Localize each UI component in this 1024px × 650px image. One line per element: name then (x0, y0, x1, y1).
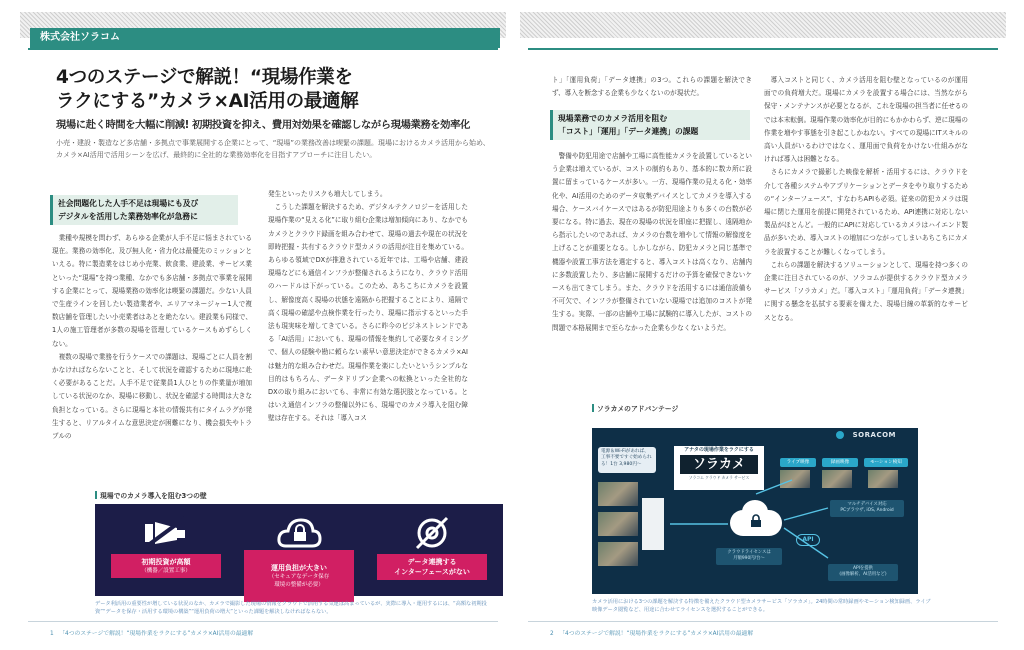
advantage-caption: カメラ活用における3つの課題を解決する特徴を備えたクラウド型カメラサービス「ソラカメ」。24時間の常時録画やモーション検知録画、ライブ映像データ閲覧など、用途に合わせてライセンスを選択することができる。 (592, 599, 931, 613)
wall-sub-1: （機器／設置工事） (141, 568, 191, 574)
footer-title-2: 「4つのステージで解説！“現場作業をラクにする”カメラ×AI活用の最適解 (559, 631, 754, 637)
p1-c2-para-2: こうした課題を解決するため、デジタルテクノロジーを活用した現場作業の“見える化”に取り組む企業は増加傾向にあり、なかでもカメラとクラウド録画を組み合わせて、現場の過去や現在の状況を即時把握・共有するクラウド型カメラの活用が注目を集めている。あらゆる領域でDXが推進されている近年では、工場や店舗、建設現場などにも通信インフラが整備されるようになり、クラウド活用のハードルは下がっている。このため、あちこちにカメラを設置し、解像度高く現場の状態を遠隔から把握することにより、遠隔で高く現場の確認や点検作業を行ったり、現場に指示するといった手法も現実味を増してきている。さらに昨今のビジネストレンドである「AI活用」においても、現場の情報を集約して必要なタイミングで、個人の経験や勘に頼らない素早い意思決定ができるカメラ×AIは魅力的な組み合わせだ。現場作業を楽にしたいというシンプルな目的はもちろん、データドリブン企業への転換といった全社的なDXの取り組みにおいても、非常に有効な選択肢となっている。とはいえ通信インフラの整備以外にも、現場でのカメラ導入を阻む障壁は存在する。それは「導入コス (268, 203, 468, 423)
company-name: 株式会社ソラコム (30, 28, 500, 48)
page-number-1: 1 (50, 631, 54, 637)
header-pattern-2 (520, 12, 1006, 38)
section-heading-1: 社会問題化した人手不足は現場にも及び デジタルを活用した業務効率化が急務に (50, 195, 238, 225)
p2-c1-intro: ト」「運用負荷」「データ連携」の3つ。これらの課題を解決できず、導入を断念する企業も少なくないのが現状だ。 (552, 76, 752, 98)
hero-sub: ソラコム クラウド カメラ サービス (688, 475, 750, 480)
page-title (56, 66, 496, 114)
wall-operation (234, 504, 364, 596)
p2-c2-para-2: さらにカメラで撮影した映像を解析・活用するには、クラウドを介して各種システムやアプリケーションとデータをやり取りするための“インターフェース”、すなわちAPIも必須。従来の防犯カメラは現場に閉じた運用を前提に開発されているため、API連携に対応しない製品がほとんど。一般的にAPIに対応しているカメラはハイエンド製品が多いため、導入コストの増加につながってしまいあちこちにカメラを設置することが難しくなってしまう。 (764, 168, 969, 256)
wall-title-1: 初期投資が高額 (141, 558, 191, 566)
api-tag: APIを提供 (画像解析、AI活用など) (828, 564, 898, 581)
soracam-figure (592, 428, 918, 594)
footer-rule-2 (528, 621, 998, 622)
page-1 (20, 0, 506, 650)
page-footer-1 (50, 628, 253, 637)
p2-c1-para-1: 警備や防犯用途で店舗や工場に高性能カメラを設置しているという企業は増えているが、コストの制約もあり、基本的に数カ所に設置に留まっているケースが多い。一方、現場作業の見える化・効率化や、AI活用のためのデータ収集デバイスとしてカメラを導入する場合、ケースバイケースではあるが防犯用途よりも多くの台数が必要になる。特に過去、現在の現場の状況を即座に把握し、遠隔地から指示したいのであれば、カメラの台数を増やして情報の解像度を上げることが重要となる。しかしながら、防犯カメラと同じ基準で機器や設置工事方法を選定すると、導入コストは高くなり、店舗内に多数設置したり、多店舗に展開するだけの予算を確保できないケースも出てきてしまう。また、クラウドを活用するには通信設備も不可欠で、インフラが整備されていない現場では追加のコストが発生する。実際、一部の店舗や工場に試験的に導入したが、コストの問題で本格展開まで至らなかった企業も少なくないようだ。 (552, 152, 752, 332)
p1-column-2 (268, 188, 468, 426)
header-rule (28, 48, 498, 50)
p2-column-2 (764, 74, 968, 325)
page-2 (520, 0, 1006, 650)
wall-label-3: データ連携する インターフェースがない (377, 554, 487, 580)
wall-data-link (367, 504, 497, 596)
wall-label-1 (111, 554, 221, 578)
tag-motion: モーション検知 (864, 458, 908, 467)
wall-initial-cost (101, 504, 231, 596)
p1-c1-para-2: 複数の現場で業務を行うケースでの課題は、現場ごとに人員を割かなければならないことと、そして状況を確認するために現地に赴く必要があることだ。人手不足で従業員1人ひとりの作業量が増加している状況のなか、現場に移動し、状況を確認する時間は大きな負担となっている。さらに現場と本社の情報共有にタイムラグが発生すると、リアルタイムな意思決定が困難になり、機会損失やトラブルの (52, 352, 252, 441)
p1-column-1 (52, 232, 252, 443)
page-number-2: 2 (550, 631, 554, 637)
lead-paragraph: 小売・建設・製造など多店舗・多拠点で事業展開する企業にとって、“現場”の業務改善は喫緊の課題。現場におけるカメラ活用から始め、カメラ×AI活用で活用シーンを広げ、最終的に全社的な業務効率化を目指すアプローチに注目したい。 (56, 139, 490, 159)
footer-title-1: 「4つのステージで解説！“現場作業をラクにする”カメラ×AI活用の最適解 (59, 631, 254, 637)
footer-rule (28, 621, 498, 622)
figure-label-walls: 現場でのカメラ導入を阻む3つの壁 (95, 490, 207, 500)
p2-c2-para-3: これらの課題を解決するソリューションとして、現場を持つ多くの企業に注目されているのが、ソラコムが提供するクラウド型カメラサービス「ソラカメ」だ。「導入コスト」「運用負荷」「データ連携」に関する懸念を払拭する要素を備えた、現場目線の革新的なサービスとなる。 (764, 260, 968, 322)
camera-icon (143, 516, 189, 550)
no-connection-icon (409, 516, 455, 550)
p2-column-1b (552, 150, 752, 335)
p1-c2-para-1: 発生といったリスクも増大してしまう。 (268, 190, 387, 198)
soracom-logo: SORACOM (852, 431, 896, 439)
hero-tagline: アナタの現場作業をラクにする (684, 447, 754, 453)
setup-bubble: 電源＆Wi-Fiがあれば、工事不要ですぐ始められる！1台 3,980円〜 (598, 447, 656, 473)
multi-device-tag: マルチデバイス対応 PCブラウザ, iOS, Android (830, 500, 904, 517)
wall-sub-2: （セキュアなデータ保存 環境の整備が必要） (268, 574, 330, 588)
p2-column-1 (552, 74, 752, 100)
wall-label-2 (244, 550, 354, 602)
title-line-1: 4つのステージで解説！“現場作業を (56, 67, 353, 88)
page-footer-2 (550, 628, 753, 637)
p1-c1-para-1: 業種や規模を問わず、あらゆる企業が人手不足に悩まされている現在。業務の効率化、及び無人化・省力化は最優先のミッションといえる。特に製造業をはじめ小売業、飲食業、建設業、サービス業といった“現場”を持つ業種、なかでも多店舗・多拠点で事業を展開する企業にとって、現場業務の効率化は喫緊の課題だ。少ない人員で生産ラインを回したい製造業者や、エリアマネージャー1人で複数店舗を管理したい小売業者はあとを絶たない。建設業も同様で、1人の施工管理者が多数の現場を管理しているケースもめずらしくない。 (52, 234, 252, 348)
header-rule-2 (528, 48, 998, 50)
license-tag: クラウドライセンスは 月額990円/台〜 (716, 548, 782, 565)
p2-c2-para-1: 導入コストと同じく、カメラ活用を阻む壁となっているのが運用面での負荷増大だ。現場にカメラを設置する場合には、当然ながら保守・メンテナンスが必要となるが、これを現場の担当者に任せるのでは本末転倒。現場作業の効率化が目的にもかかわらず、逆に現場の作業を増やす事態を引き起こしかねない。すべての現場にITスキルの高い人員がいるわけではなく、運用面で負荷をかけない仕組みがなければ導入は困難となる。 (764, 76, 968, 164)
walls-figure (95, 504, 503, 596)
api-badge: API (796, 534, 820, 546)
tag-live: ライブ映像 (780, 458, 816, 467)
tag-recording: 録画映像 (822, 458, 858, 467)
wall-title-2: 運用負担が大きい (271, 564, 327, 572)
hero-name: ソラカメ (680, 455, 758, 474)
walls-caption: データ利活用の重要性が増している状況のなか、カメラで撮影した現場の情報をクラウドで活用する気運は高まっているが、実際に導入・運用するには、“高額な初期投資”“データを保存・活用する環境の構築”“運用負荷の増大”といった課題を解決しなければならない。 (95, 601, 487, 615)
figure-label-advantage: ソラカメのアドバンテージ (592, 403, 678, 413)
section-heading-2: 現場業務でのカメラ活用を阻む 「コスト」「運用」「データ連携」の課題 (550, 110, 750, 140)
page-subtitle: 現場に赴く時間を大幅に削減! 初期投資を抑え、費用対効果を確認しながら現場業務を効率化 (56, 119, 470, 131)
cloud-lock-icon (276, 516, 322, 550)
title-line-2: ラクにする”カメラ×AI活用の最適解 (56, 91, 359, 112)
